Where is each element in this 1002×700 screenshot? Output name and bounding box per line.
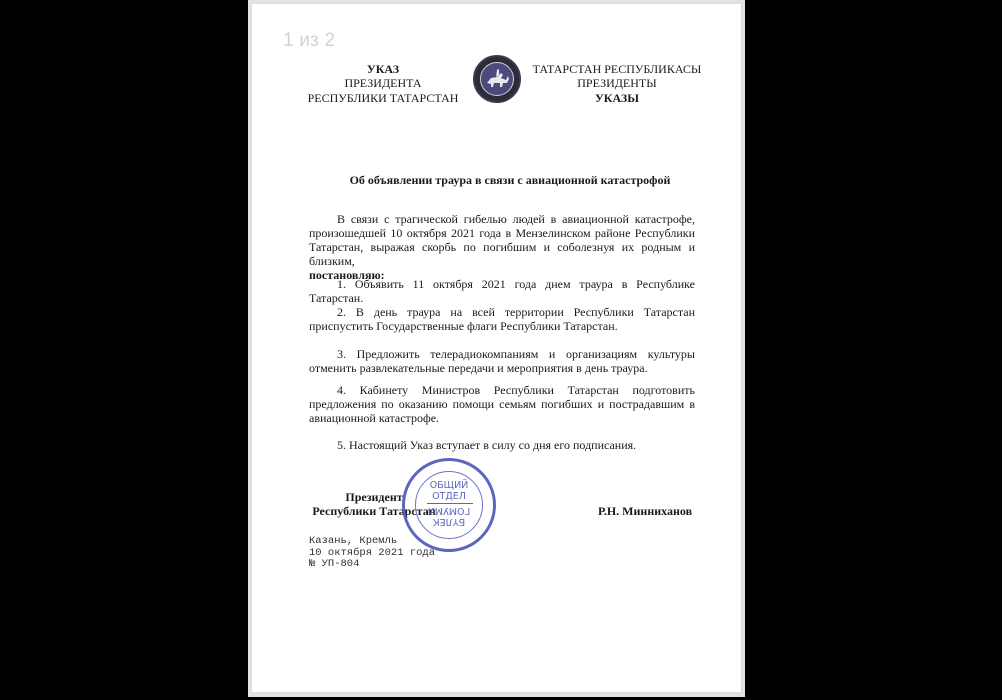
decree-item-4: 4. Кабинету Министров Республики Татарстан подготовить предложения по оказанию помощи семьям погибших и пострадавшим в авиационной катастрофе. [309,383,695,425]
header-right-line3: УКАЗЫ [595,90,639,105]
decree-item-5: 5. Настоящий Указ вступает в силу со дня его подписания. [337,438,637,452]
emblem-inner [480,62,514,96]
decree-item-1: 1. Объявить 11 октября 2021 года днем траура в Республике Татарстан. [309,277,695,305]
document-title: Об объявлении траура в связи с авиационной катастрофой [349,173,671,187]
signatory-title-line1: Президент [345,490,403,504]
header-right-line1: ТАТАРСТАН РЕСПУБЛИКАСЫ [532,62,702,76]
signatory-name: Р.Н. Минниханов [598,504,693,518]
header-left-line2: ПРЕЗИДЕНТА [344,76,422,91]
signatory-title-line2: Республики Татарстан [312,504,436,518]
document-footer [309,536,435,571]
footer-place: Казань, Кремль [309,535,398,547]
header-left-block [303,62,463,105]
header-right-block [527,62,707,105]
stamp-top-line1: ОБЩИЙ [429,480,469,491]
decree-item-3: 3. Предложить телерадиокомпаниям и организациям культуры отменить развлекательные передачи и мероприятия в день траура. [309,347,695,375]
intro-paragraph [309,212,695,282]
stamp-top-line2: ОТДЕЛ [432,491,466,502]
header-left-line1: УКАЗ [366,62,400,76]
stamp-bottom-text [405,505,493,527]
decree-word: постановляю: [309,268,385,282]
decree-item-2: 2. В день траура на всей территории Республики Татарстан приспустить Государственные флаги Республики Татарстан. [309,305,695,333]
page-indicator: 1 из 2 [283,30,336,51]
stamp-bottom-line2: БҮЛЕК [432,516,466,527]
header-left-line3: РЕСПУБЛИКИ ТАТАРСТАН [307,90,459,105]
stamp-bottom-line1: ГОМУМИ [427,505,471,516]
header-right-line2: ПРЕЗИДЕНТЫ [577,76,657,91]
coat-of-arms-icon [473,55,521,103]
stamp-top-text [405,480,493,502]
intro-text: В связи с трагической гибелью людей в авиационной катастрофе, произошедшей 10 октября 2021 года в Мензелинском районе Республики Татарстан, выражая скорбь по погибшим и соболезнуя их родным и близким, [309,212,695,268]
footer-date: 10 октября 2021 года [309,546,436,559]
stamp-divider [427,503,473,504]
snow-leopard-icon [481,63,513,95]
footer-number: № УП-804 [309,558,360,570]
